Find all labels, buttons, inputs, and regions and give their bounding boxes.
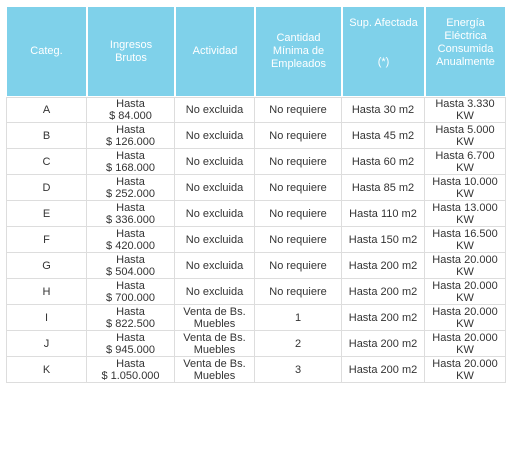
cell-energia-text: KW: [456, 265, 474, 278]
cell-ingresos-brutos: [87, 357, 175, 383]
cell-actividad-text: Muebles: [193, 343, 236, 356]
cell-ingresos-brutos-text: $ 84.000: [109, 110, 152, 122]
cell-superficie: [342, 253, 425, 279]
cell-empleados: [255, 123, 342, 149]
cell-empleados-text: No requiere: [269, 129, 327, 142]
cell-ingresos-brutos-text: $ 822.500: [106, 317, 155, 330]
cell-energia: [425, 357, 506, 383]
cell-categ-text: E: [42, 207, 51, 220]
cell-ingresos-brutos-text: $ 945.000: [106, 343, 155, 356]
cell-ingresos-brutos: [87, 253, 175, 279]
cell-actividad-text: No excluida: [185, 104, 244, 116]
cell-energia-text: Hasta 10.000: [432, 175, 498, 188]
cell-superficie: [342, 331, 425, 357]
cell-actividad-text: No excluida: [185, 181, 244, 194]
cell-actividad-text: Muebles: [193, 369, 236, 382]
cell-empleados-text: 2: [294, 337, 302, 350]
cell-energia: [425, 279, 506, 305]
cell-ingresos-brutos-text: Hasta: [116, 279, 145, 292]
cell-empleados: [255, 149, 342, 175]
cell-ingresos-brutos-text: $ 700.000: [106, 291, 155, 304]
cell-superficie-text: Hasta 200 m2: [348, 285, 418, 298]
cell-categ: [6, 227, 87, 253]
cell-superficie-text: Hasta 45 m2: [351, 129, 415, 142]
cell-energia-text: Hasta 20.000: [432, 357, 498, 370]
cell-energia: [425, 175, 506, 201]
cell-categ: [6, 357, 87, 383]
cell-superficie-text: Hasta 85 m2: [351, 181, 415, 194]
cell-empleados-text: 1: [294, 311, 302, 324]
cell-ingresos-brutos-text: Hasta: [116, 201, 145, 214]
cell-superficie-text: Hasta 60 m2: [351, 155, 415, 168]
cell-ingresos-brutos-text: Hasta: [116, 331, 145, 344]
cell-ingresos-brutos: [87, 97, 175, 123]
cell-actividad: [175, 97, 255, 123]
cell-energia-text: KW: [456, 239, 474, 252]
cell-categ: [6, 305, 87, 331]
cell-categ: [6, 201, 87, 227]
cell-superficie: [342, 97, 425, 123]
cell-empleados-text: No requiere: [269, 285, 327, 298]
cell-actividad-text: No excluida: [185, 233, 244, 246]
cell-empleados: [255, 201, 342, 227]
cell-energia: [425, 305, 506, 331]
table-row: [6, 97, 506, 123]
cell-energia-text: Hasta 6.700: [435, 149, 495, 162]
cell-superficie: [342, 357, 425, 383]
cell-ingresos-brutos-text: $ 168.000: [106, 161, 155, 174]
cell-categ-text: A: [42, 104, 51, 116]
table-row: [6, 253, 506, 279]
cell-categ-text: D: [42, 181, 51, 194]
cell-ingresos-brutos-text: $ 126.000: [106, 135, 155, 148]
cell-ingresos-brutos-text: Hasta: [116, 305, 145, 318]
cell-empleados-text: No requiere: [269, 259, 327, 272]
cell-actividad-text: No excluida: [185, 155, 244, 168]
header-categ: Categ.: [6, 6, 87, 97]
cell-ingresos-brutos-text: $ 1.050.000: [101, 369, 160, 382]
cell-ingresos-brutos: [87, 227, 175, 253]
header-actividad: Actividad: [175, 6, 255, 97]
cell-superficie-text: Hasta 200 m2: [348, 363, 418, 376]
cell-actividad: [175, 227, 255, 253]
cell-energia-text: Hasta 3.330: [435, 98, 495, 110]
cell-actividad: [175, 175, 255, 201]
header-ingresos-brutos: Ingresos Brutos: [87, 6, 175, 97]
cell-empleados-text: No requiere: [269, 155, 327, 168]
header-cantidad-empleados: Cantidad Mínima de Empleados: [255, 6, 342, 97]
cell-actividad-text: Muebles: [193, 317, 236, 330]
cell-actividad: [175, 201, 255, 227]
cell-empleados-text: No requiere: [269, 104, 327, 116]
cell-categ-text: B: [42, 129, 51, 142]
cell-ingresos-brutos-text: $ 504.000: [106, 265, 155, 278]
cell-empleados: [255, 97, 342, 123]
cell-actividad-text: Venta de Bs.: [183, 305, 246, 318]
cell-energia: [425, 201, 506, 227]
cell-energia-text: KW: [456, 291, 474, 304]
cell-ingresos-brutos-text: $ 336.000: [106, 213, 155, 226]
cell-ingresos-brutos-text: Hasta: [116, 253, 145, 266]
cell-superficie-text: Hasta 200 m2: [348, 259, 418, 272]
cell-superficie: [342, 279, 425, 305]
cell-energia-text: KW: [456, 135, 474, 148]
cell-actividad-text: Venta de Bs.: [183, 357, 246, 370]
categories-table: [6, 6, 506, 383]
cell-energia-text: Hasta 20.000: [432, 253, 498, 266]
cell-empleados: [255, 227, 342, 253]
cell-ingresos-brutos-text: $ 420.000: [106, 239, 155, 252]
header-energia-electrica: Energía Eléctrica Consumida Anualmente: [425, 6, 506, 97]
cell-categ: [6, 149, 87, 175]
cell-categ-text: J: [43, 337, 50, 350]
cell-ingresos-brutos: [87, 149, 175, 175]
cell-actividad: [175, 149, 255, 175]
cell-empleados: [255, 357, 342, 383]
cell-actividad: [175, 357, 255, 383]
cell-categ-text: I: [44, 311, 49, 324]
cell-superficie: [342, 227, 425, 253]
cell-energia: [425, 97, 506, 123]
cell-energia-text: KW: [456, 187, 474, 200]
cell-energia: [425, 123, 506, 149]
cell-categ-text: G: [42, 259, 51, 272]
cell-superficie: [342, 201, 425, 227]
cell-ingresos-brutos-text: Hasta: [116, 357, 145, 370]
cell-energia-text: KW: [456, 317, 474, 330]
cell-actividad: [175, 123, 255, 149]
cell-energia-text: KW: [456, 213, 474, 226]
cell-energia-text: Hasta 20.000: [432, 305, 498, 318]
cell-ingresos-brutos: [87, 123, 175, 149]
cell-superficie-text: Hasta 150 m2: [348, 233, 418, 246]
cell-actividad: [175, 305, 255, 331]
cell-energia-text: KW: [456, 161, 474, 174]
cell-ingresos-brutos: [87, 279, 175, 305]
cell-empleados-text: No requiere: [269, 181, 327, 194]
cell-superficie: [342, 305, 425, 331]
table-row: [6, 175, 506, 201]
cell-empleados-text: No requiere: [269, 207, 327, 220]
cell-energia: [425, 149, 506, 175]
cell-superficie: [342, 123, 425, 149]
cell-superficie-text: Hasta 30 m2: [351, 104, 415, 116]
cell-superficie: [342, 149, 425, 175]
table-row: [6, 123, 506, 149]
cell-categ: [6, 97, 87, 123]
cell-categ: [6, 279, 87, 305]
cell-categ: [6, 123, 87, 149]
cell-superficie: [342, 175, 425, 201]
cell-categ-text: C: [42, 155, 51, 168]
cell-ingresos-brutos: [87, 201, 175, 227]
cell-superficie-text: Hasta 200 m2: [348, 337, 418, 350]
cell-ingresos-brutos-text: Hasta: [116, 98, 145, 110]
cell-energia-text: Hasta 16.500: [432, 227, 498, 240]
table-row: [6, 201, 506, 227]
cell-actividad-text: No excluida: [185, 207, 244, 220]
cell-empleados: [255, 253, 342, 279]
cell-energia-text: Hasta 20.000: [432, 331, 498, 344]
cell-empleados-text: 3: [294, 363, 302, 376]
header-sup-afectada: Sup. Afectada (*): [342, 6, 425, 97]
cell-categ-text: F: [43, 233, 50, 246]
cell-energia-text: KW: [456, 110, 474, 122]
categories-table-container: [6, 6, 506, 383]
table-row: [6, 331, 506, 357]
cell-energia: [425, 227, 506, 253]
table-row: [6, 227, 506, 253]
cell-ingresos-brutos: [87, 175, 175, 201]
cell-ingresos-brutos: [87, 305, 175, 331]
cell-actividad: [175, 279, 255, 305]
cell-categ: [6, 331, 87, 357]
table-row: [6, 149, 506, 175]
cell-ingresos-brutos-text: Hasta: [116, 123, 145, 136]
cell-energia-text: Hasta 20.000: [432, 279, 498, 292]
cell-empleados: [255, 175, 342, 201]
table-row: [6, 279, 506, 305]
cell-empleados: [255, 305, 342, 331]
cell-actividad-text: Venta de Bs.: [183, 331, 246, 344]
cell-energia-text: Hasta 13.000: [432, 201, 498, 214]
cell-categ-text: H: [42, 285, 51, 298]
cell-superficie-text: Hasta 110 m2: [349, 207, 417, 220]
table-row: [6, 357, 506, 383]
cell-energia-text: KW: [456, 369, 474, 382]
cell-actividad-text: No excluida: [185, 259, 244, 272]
cell-empleados: [255, 331, 342, 357]
cell-actividad: [175, 331, 255, 357]
table-row: [6, 305, 506, 331]
cell-empleados: [255, 279, 342, 305]
cell-ingresos-brutos-text: Hasta: [116, 149, 145, 162]
cell-energia-text: Hasta 5.000: [435, 123, 495, 136]
cell-actividad-text: No excluida: [185, 129, 244, 142]
cell-categ: [6, 253, 87, 279]
cell-actividad-text: No excluida: [185, 285, 244, 298]
cell-actividad: [175, 253, 255, 279]
cell-ingresos-brutos: [87, 331, 175, 357]
table-body: [6, 97, 506, 383]
cell-categ-text: K: [42, 363, 51, 376]
cell-ingresos-brutos-text: Hasta: [116, 227, 145, 240]
cell-superficie-text: Hasta 200 m2: [348, 311, 418, 324]
cell-categ: [6, 175, 87, 201]
cell-energia-text: KW: [456, 343, 474, 356]
cell-ingresos-brutos-text: Hasta: [116, 175, 145, 188]
cell-empleados-text: No requiere: [269, 233, 327, 246]
cell-energia: [425, 253, 506, 279]
cell-energia: [425, 331, 506, 357]
header-row: [6, 6, 506, 97]
cell-ingresos-brutos-text: $ 252.000: [106, 187, 155, 200]
